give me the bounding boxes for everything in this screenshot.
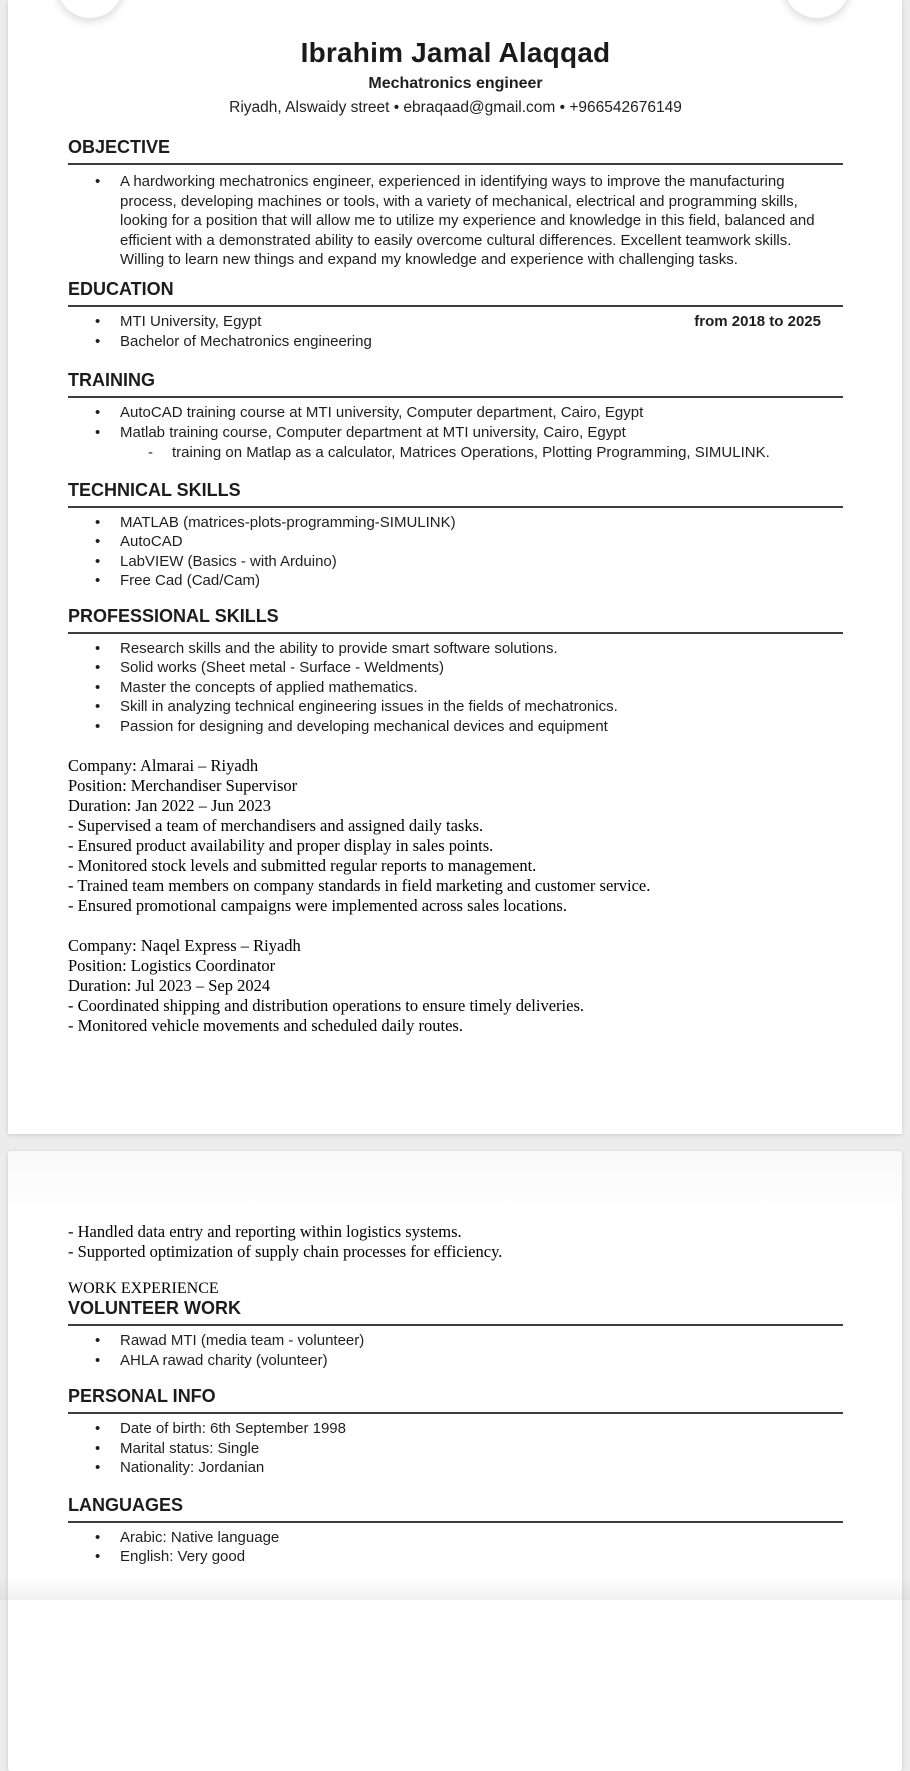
section-heading-technical-skills: TECHNICAL SKILLS bbox=[68, 480, 843, 508]
resume-header bbox=[68, 0, 843, 117]
education-dates: from 2018 to 2025 bbox=[694, 312, 821, 330]
list-item: • Marital status: Single bbox=[120, 1439, 843, 1459]
technical-skills-list bbox=[68, 513, 843, 591]
list-item: • Skill in analyzing technical engineering issues in the fields of mechatronics. bbox=[120, 697, 843, 717]
experience-entry-almarai bbox=[68, 756, 843, 916]
training-list bbox=[68, 403, 843, 463]
section-heading-personal-info: PERSONAL INFO bbox=[68, 1386, 843, 1414]
languages-list bbox=[68, 1528, 843, 1567]
experience-continued-lines bbox=[68, 1151, 843, 1262]
volunteer-work-list bbox=[68, 1331, 843, 1370]
page-2-content bbox=[8, 1151, 902, 1567]
list-item: • MATLAB (matrices-plots-programming-SIMULINK) bbox=[120, 513, 843, 533]
education-institution: • MTI University, Egypt bbox=[120, 312, 262, 330]
experience-line: Position: Merchandiser Supervisor bbox=[68, 776, 298, 795]
section-heading-education: EDUCATION bbox=[68, 279, 843, 307]
list-item: • Research skills and the ability to provide smart software solutions. bbox=[120, 639, 843, 659]
list-sub-item: - training on Matlap as a calculator, Matrices Operations, Plotting Programming, SIMULINK. bbox=[120, 443, 843, 463]
experience-line: - Monitored stock levels and submitted regular reports to management. bbox=[68, 856, 537, 875]
experience-line: - Ensured product availability and proper display in sales points. bbox=[68, 836, 494, 855]
experience-line: Duration: Jan 2022 – Jun 2023 bbox=[68, 796, 272, 815]
list-item: • AutoCAD bbox=[120, 532, 843, 552]
experience-line: - Monitored vehicle movements and scheduled daily routes. bbox=[68, 1016, 463, 1035]
experience-line: Company: Naqel Express – Riyadh bbox=[68, 936, 301, 955]
list-item: • Solid works (Sheet metal - Surface - Weldments) bbox=[120, 658, 843, 678]
experience-line: - Supervised a team of merchandisers and assigned daily tasks. bbox=[68, 816, 484, 835]
experience-line: - Supported optimization of supply chain processes for efficiency. bbox=[68, 1242, 503, 1261]
list-item: • AutoCAD training course at MTI university, Computer department, Cairo, Egypt bbox=[120, 403, 843, 423]
experience-line: Company: Almarai – Riyadh bbox=[68, 756, 259, 775]
section-heading-training: TRAINING bbox=[68, 370, 843, 398]
experience-line: - Trained team members on company standards in field marketing and customer service. bbox=[68, 876, 651, 895]
list-item: • Rawad MTI (media team - volunteer) bbox=[120, 1331, 843, 1351]
list-item: • Passion for designing and developing mechanical devices and equipment bbox=[120, 717, 843, 737]
personal-info-list bbox=[68, 1419, 843, 1478]
experience-line: - Coordinated shipping and distribution operations to ensure timely deliveries. bbox=[68, 996, 584, 1015]
list-item: • English: Very good bbox=[120, 1547, 843, 1567]
list-item: • Matlab training course, Computer department at MTI university, Cairo, Egypt bbox=[120, 423, 843, 443]
contact-line: Riyadh, Alswaidy street • ebraqaad@gmail.com • +966542676149 bbox=[229, 99, 682, 116]
resume-page-1 bbox=[8, 0, 902, 1134]
list-item: • Master the concepts of applied mathematics. bbox=[120, 678, 843, 698]
list-item: • Date of birth: 6th September 1998 bbox=[120, 1419, 843, 1439]
experience-line: - Handled data entry and reporting within logistics systems. bbox=[68, 1222, 462, 1241]
experience-line: Position: Logistics Coordinator bbox=[68, 956, 276, 975]
page-1-content bbox=[8, 0, 902, 1036]
list-item: • Arabic: Native language bbox=[120, 1528, 843, 1548]
list-item: • A hardworking mechatronics engineer, experienced in identifying ways to improve the manufacturing process, developing machines or tools, with a variety of mechanical, electrical and programming skills, looking for a position that will allow me to utilize my experience and knowledge in this field, balanced and efficient with a demonstrated ability to easily overcome cultural differences. Excellent teamwork skills. Willing to learn new things and expand my knowledge and experience with challenging tasks. bbox=[120, 172, 826, 270]
work-experience-label: WORK EXPERIENCE bbox=[68, 1280, 219, 1297]
experience-line: Duration: Jul 2023 – Sep 2024 bbox=[68, 976, 271, 995]
candidate-job-title: Mechatronics engineer bbox=[368, 75, 543, 92]
section-heading-objective: OBJECTIVE bbox=[68, 137, 843, 165]
section-heading-professional-skills: PROFESSIONAL SKILLS bbox=[68, 606, 843, 634]
list-item: • LabVIEW (Basics - with Arduino) bbox=[120, 552, 843, 572]
resume-page-2 bbox=[8, 1151, 902, 1771]
list-item: • AHLA rawad charity (volunteer) bbox=[120, 1351, 843, 1371]
list-item bbox=[120, 312, 843, 332]
professional-skills-list bbox=[68, 639, 843, 737]
section-heading-volunteer-work: VOLUNTEER WORK bbox=[68, 1298, 843, 1326]
education-list bbox=[68, 312, 843, 352]
experience-line: - Ensured promotional campaigns were implemented across sales locations. bbox=[68, 896, 567, 915]
list-item: • Bachelor of Mechatronics engineering bbox=[120, 332, 843, 352]
list-item: • Free Cad (Cad/Cam) bbox=[120, 571, 843, 591]
experience-entry-naqel bbox=[68, 936, 843, 1036]
candidate-name: Ibrahim Jamal Alaqqad bbox=[300, 37, 611, 68]
section-heading-languages: LANGUAGES bbox=[68, 1495, 843, 1523]
list-item: • Nationality: Jordanian bbox=[120, 1458, 843, 1478]
objective-list bbox=[68, 172, 843, 270]
